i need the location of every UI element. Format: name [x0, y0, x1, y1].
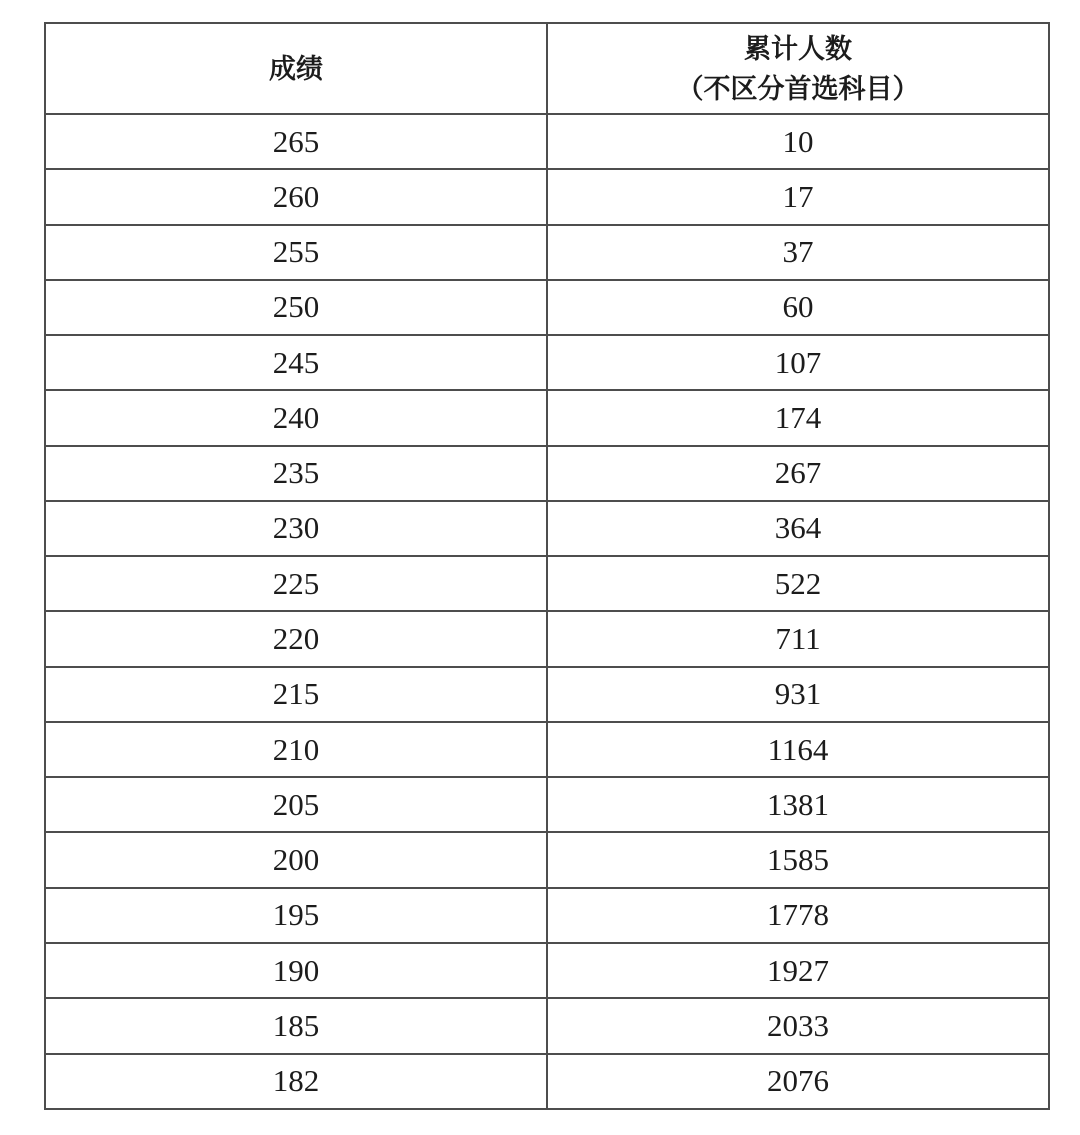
table-row	[45, 943, 1049, 998]
table-body	[45, 114, 1049, 1109]
score-cell: 182	[45, 1054, 547, 1109]
cumulative-count-cell: 267	[547, 446, 1049, 501]
score-cell: 215	[45, 667, 547, 722]
table-row	[45, 169, 1049, 224]
score-cell: 225	[45, 556, 547, 611]
table-row	[45, 832, 1049, 887]
score-cell: 205	[45, 777, 547, 832]
cumulative-count-cell: 2033	[547, 998, 1049, 1053]
table-row	[45, 225, 1049, 280]
cumulative-count-header-line1: 累计人数	[744, 33, 852, 64]
table-row	[45, 722, 1049, 777]
cumulative-count-cell: 1927	[547, 943, 1049, 998]
cumulative-count-cell: 17	[547, 169, 1049, 224]
table-row	[45, 888, 1049, 943]
table-row	[45, 280, 1049, 335]
score-distribution-table	[44, 22, 1050, 1110]
cumulative-count-cell: 1585	[547, 832, 1049, 887]
cumulative-count-cell: 931	[547, 667, 1049, 722]
cumulative-count-cell: 522	[547, 556, 1049, 611]
score-column-header: 成绩	[45, 23, 547, 114]
table-row	[45, 998, 1049, 1053]
score-cell: 235	[45, 446, 547, 501]
score-cell: 230	[45, 501, 547, 556]
table-row	[45, 667, 1049, 722]
cumulative-count-column-header	[547, 23, 1049, 114]
cumulative-count-cell: 60	[547, 280, 1049, 335]
cumulative-count-cell: 107	[547, 335, 1049, 390]
score-cell: 210	[45, 722, 547, 777]
table-row	[45, 114, 1049, 169]
score-cell: 190	[45, 943, 547, 998]
table-row	[45, 556, 1049, 611]
score-cell: 255	[45, 225, 547, 280]
score-cell: 265	[45, 114, 547, 169]
cumulative-count-cell: 1164	[547, 722, 1049, 777]
cumulative-count-cell: 2076	[547, 1054, 1049, 1109]
cumulative-count-cell: 711	[547, 611, 1049, 666]
cumulative-count-cell: 1381	[547, 777, 1049, 832]
table-row	[45, 390, 1049, 445]
score-cell: 260	[45, 169, 547, 224]
cumulative-count-cell: 10	[547, 114, 1049, 169]
cumulative-count-cell: 174	[547, 390, 1049, 445]
score-cell: 185	[45, 998, 547, 1053]
score-cell: 250	[45, 280, 547, 335]
table-row	[45, 777, 1049, 832]
table-row	[45, 1054, 1049, 1109]
score-cell: 200	[45, 832, 547, 887]
table-header	[45, 23, 1049, 114]
table-row	[45, 335, 1049, 390]
cumulative-count-header-line2: （不区分首选科目）	[676, 73, 920, 104]
score-cell: 245	[45, 335, 547, 390]
cumulative-count-cell: 364	[547, 501, 1049, 556]
table-row	[45, 611, 1049, 666]
score-cell: 240	[45, 390, 547, 445]
score-cell: 195	[45, 888, 547, 943]
header-row	[45, 23, 1049, 114]
table-row	[45, 446, 1049, 501]
score-cell: 220	[45, 611, 547, 666]
cumulative-count-cell: 1778	[547, 888, 1049, 943]
table-row	[45, 501, 1049, 556]
cumulative-count-cell: 37	[547, 225, 1049, 280]
